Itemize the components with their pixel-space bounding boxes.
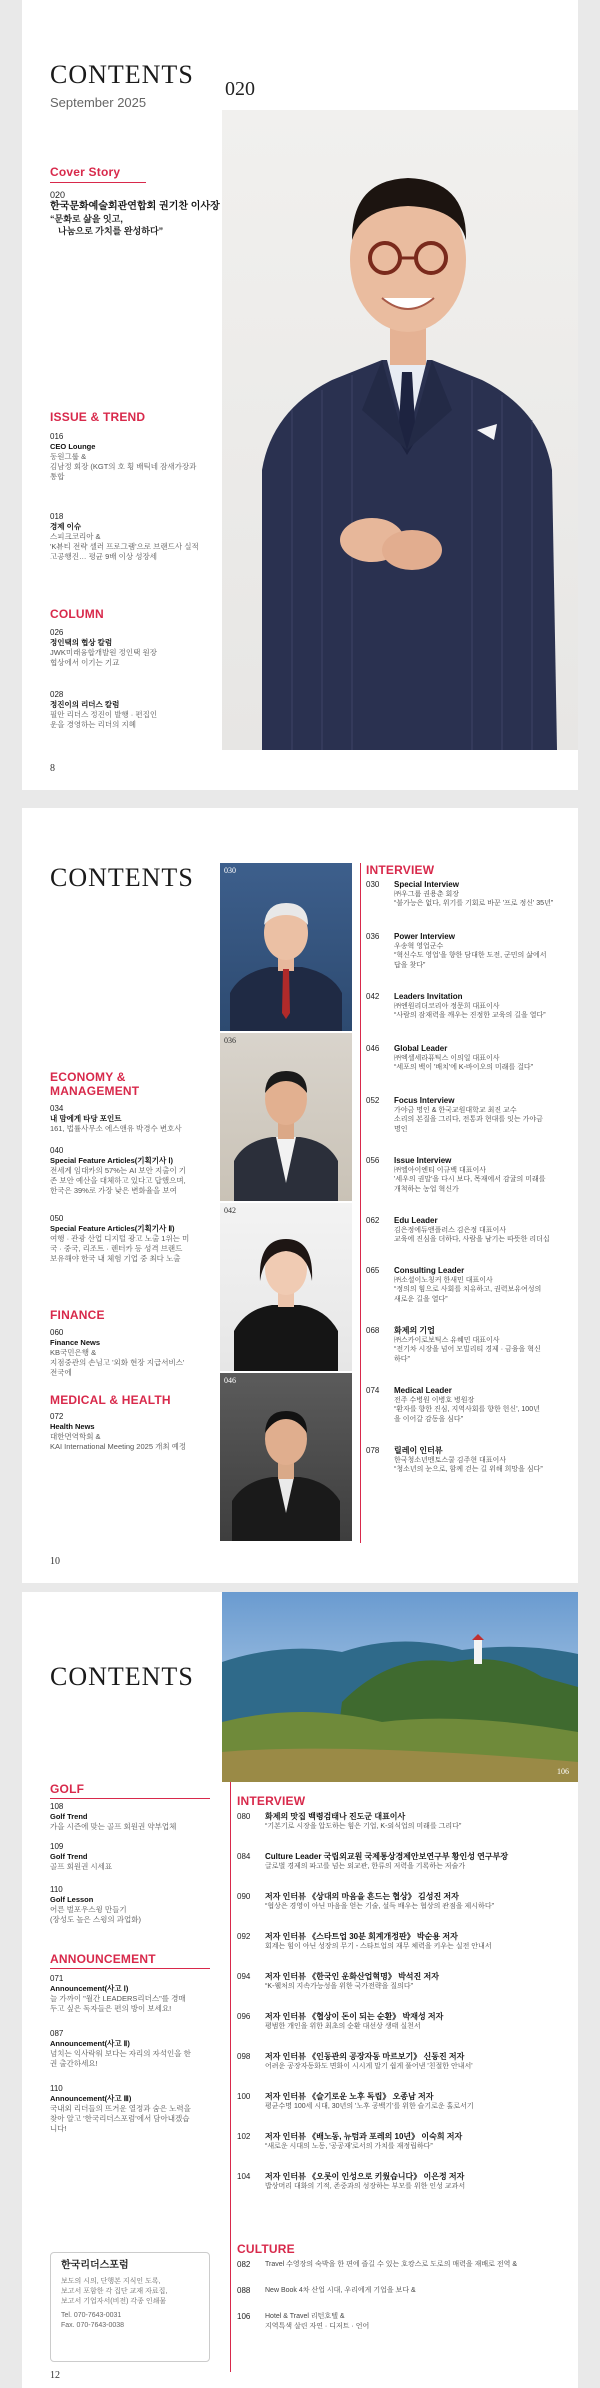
entry-desc: 지역특색 살린 자연 · 디저트 · 언어 bbox=[265, 2322, 370, 2330]
list-item[interactable] bbox=[50, 1328, 215, 1378]
entry-page-number: 052 bbox=[366, 1096, 380, 1105]
list-item[interactable] bbox=[237, 2132, 572, 2151]
entry-page-number: 090 bbox=[237, 1892, 251, 1901]
entry-title: 저자 인터뷰 《한국인 운화산업혁명》 박석진 저자 bbox=[265, 1972, 439, 1981]
entry-title: Golf Lesson bbox=[50, 1895, 94, 1904]
entry-desc: 동원그룹 & bbox=[50, 452, 87, 461]
contents-page-1 bbox=[22, 0, 578, 790]
list-item[interactable] bbox=[50, 1412, 215, 1452]
card-phone[interactable]: Tel. 070-7643-0031 bbox=[61, 2312, 122, 2319]
cover-person-illustration bbox=[222, 110, 578, 750]
entry-title: Announcement(사고 Ⅲ) bbox=[50, 2094, 132, 2103]
entry-title: Global Leader bbox=[394, 1044, 448, 1053]
entry-title: Focus Interview bbox=[394, 1096, 455, 1105]
entry-desc: ㈜엑셀세라퓨틱스 이의일 대표이사 bbox=[394, 1054, 500, 1062]
list-item[interactable] bbox=[366, 1216, 578, 1245]
entry-page-number: 026 bbox=[50, 628, 64, 637]
entry-desc: 가을 시즌에 맞는 골프 회원권 약부업체 bbox=[50, 1822, 177, 1831]
entry-title: Health News bbox=[50, 1422, 95, 1431]
entry-desc: 한국청소년멘토스쿨 김주현 대표이사 bbox=[394, 1456, 507, 1464]
entry-desc: “불가능은 없다, 위기를 기회로 바꾼 '프로 정신' 35년” bbox=[394, 900, 554, 907]
entry-desc: 협상에서 이기는 기교 bbox=[50, 658, 120, 667]
section-title-line-1: ECONOMY & bbox=[50, 1070, 126, 1084]
list-item[interactable] bbox=[237, 2012, 572, 2031]
entry-title: Announcement(사고 Ⅰ) bbox=[50, 1984, 129, 1993]
interview-list bbox=[366, 880, 576, 1540]
entry-desc: 전주 수병원 이병호 병원장 bbox=[394, 1396, 475, 1404]
card-fax: Fax. 070-7643-0038 bbox=[61, 2322, 125, 2329]
entry-title: 내 맘에게 타당 포인트 bbox=[50, 1114, 122, 1123]
entry-page-number: 110 bbox=[50, 2084, 63, 2093]
column-divider bbox=[230, 1782, 231, 2372]
list-item[interactable] bbox=[366, 880, 578, 909]
interview-photo-046[interactable] bbox=[220, 1373, 352, 1541]
cover-page-number: 020 bbox=[225, 78, 255, 100]
section-golf: GOLF bbox=[50, 1782, 85, 1796]
page-folio: 12 bbox=[50, 2370, 60, 2381]
entry-desc: 대한면역학회 & bbox=[50, 1432, 101, 1441]
list-item[interactable] bbox=[366, 1096, 578, 1134]
photo-page-number: 106 bbox=[557, 1767, 569, 1776]
entry-page-number: 108 bbox=[50, 1802, 64, 1811]
entry-desc: 어른 벌포우스윙 만들기 bbox=[50, 1905, 127, 1914]
entry-page-number: 018 bbox=[50, 512, 64, 521]
entry-page-number: 080 bbox=[237, 1812, 251, 1821]
photo-page-number: 030 bbox=[224, 866, 236, 875]
entry-page-number: 109 bbox=[50, 1842, 64, 1851]
entry-title: 저자 인터뷰 《인동관의 공장자동 마르보기》 신동진 저자 bbox=[265, 2052, 465, 2061]
entry-title: 릴레이 인터뷰 bbox=[394, 1446, 443, 1455]
section-finance: FINANCE bbox=[50, 1308, 105, 1322]
entry-desc: 운을 경영하는 리더의 지혜 bbox=[50, 720, 136, 729]
list-item[interactable] bbox=[50, 628, 220, 668]
person-illustration bbox=[220, 1033, 352, 1201]
entry-title: 저자 인터뷰 《스타트업 30분 회계개정판》 박순용 저자 bbox=[265, 1932, 458, 1941]
entry-desc: 전세계 임대카의 57%는 AI 보안 지출이 기 bbox=[50, 1166, 187, 1175]
entry-desc: 새로운 길을 열다” bbox=[394, 1295, 448, 1303]
entry-desc: 권 출간하세요! bbox=[50, 2059, 98, 2068]
entry-title: Travel 수영장의 숙박을 한 편에 즐길 수 있는 호캉스로 도로의 매력을 재배로 전역 & bbox=[265, 2261, 517, 2268]
list-item[interactable] bbox=[366, 992, 578, 1021]
entry-title: 정진이의 리더스 칼럼 bbox=[50, 700, 120, 709]
entry-title: Special Feature Articles(기획기사 Ⅱ) bbox=[50, 1224, 175, 1233]
entry-desc: 회계는 힘이 아닌 성장의 무기 - 스타트업의 재무 체력을 키우는 실전 안내서 bbox=[265, 1942, 492, 1950]
entry-page-number: 104 bbox=[237, 2172, 251, 2181]
entry-desc: “정의의 힘으로 사회를 치유하고, 권력보유여성의 bbox=[394, 1286, 542, 1293]
list-item[interactable] bbox=[50, 2084, 215, 2134]
travel-landscape-photo[interactable] bbox=[222, 1592, 578, 1782]
interview-list bbox=[237, 1812, 572, 2232]
entry-desc: 'K뷰티 전략 셀러 프로그램'으로 브랜드사 실적 bbox=[50, 542, 199, 551]
entry-page-number: 060 bbox=[50, 1328, 64, 1337]
entry-desc: ㈜엔원리더코리아 정문희 대표이사 bbox=[394, 1002, 500, 1010]
card-text: 보고서 포함한 각 집단 교재 자료집, bbox=[61, 2288, 168, 2295]
list-item[interactable] bbox=[237, 2172, 572, 2191]
entry-page-number: 088 bbox=[237, 2286, 251, 2295]
entry-title: Power Interview bbox=[394, 932, 455, 941]
entry-desc: “환자를 향한 진심, 지역사회를 향한 헌신', 100년 bbox=[394, 1406, 540, 1413]
entry-desc: “사람의 잠재력을 깨우는 진정한 교육의 길을 열다” bbox=[394, 1012, 546, 1019]
section-announcement: ANNOUNCEMENT bbox=[50, 1952, 156, 1966]
list-item[interactable] bbox=[237, 2092, 572, 2111]
photo-page-number: 046 bbox=[224, 1376, 236, 1385]
entry-page-number: 094 bbox=[237, 1972, 251, 1981]
section-issue-trend: ISSUE & TREND bbox=[50, 410, 146, 424]
list-item[interactable] bbox=[237, 1852, 572, 1871]
entry-page-number: 110 bbox=[50, 1885, 63, 1894]
entry-desc: 필안 리더스 정진이 발행 · 편집인 bbox=[50, 710, 158, 719]
entry-page-number: 071 bbox=[50, 1974, 64, 1983]
forum-info-card bbox=[50, 2252, 210, 2362]
entry-page-number: 092 bbox=[237, 1932, 251, 1941]
entry-desc: 고공행진… 평균 9배 이상 성장세 bbox=[50, 552, 157, 561]
entry-desc: 한국은 39%로 가장 낮은 변화율을 보여 bbox=[50, 1186, 177, 1195]
entry-desc: ㈜스카이로보틱스 유혜민 대표이사 bbox=[394, 1336, 500, 1344]
entry-title: Golf Trend bbox=[50, 1852, 88, 1861]
section-medical-health: MEDICAL & HEALTH bbox=[50, 1393, 171, 1407]
person-illustration bbox=[220, 1203, 352, 1371]
entry-desc: KAI International Meeting 2025 개최 예정 bbox=[50, 1442, 187, 1451]
section-interview: INTERVIEW bbox=[366, 863, 435, 877]
list-item[interactable] bbox=[366, 1156, 578, 1194]
interview-photo-030[interactable] bbox=[220, 863, 352, 1031]
list-item[interactable] bbox=[50, 1974, 215, 2014]
list-item[interactable] bbox=[50, 1146, 215, 1196]
entry-title: 저자 인터뷰 《협상이 돈이 되는 순환》 박재성 저자 bbox=[265, 2012, 444, 2021]
section-cover-story: Cover Story bbox=[50, 165, 121, 179]
entry-title: Announcement(사고 Ⅱ) bbox=[50, 2039, 130, 2048]
section-economy-management bbox=[50, 1070, 139, 1098]
page-folio: 8 bbox=[50, 763, 55, 774]
entry-desc: “협상은 경영이 아닌 마음을 얻는 기술, 설득 배우는 협상의 관점을 제시하다” bbox=[265, 1902, 494, 1910]
entry-desc: 김남정 회장 (KGT의 호 횡 배틱네 잠새가장과 bbox=[50, 462, 197, 471]
entry-page-number: 020 bbox=[50, 190, 66, 200]
entry-desc: “새로운 시대의 노동, '공공재'로서의 가치를 재정립하다” bbox=[265, 2142, 433, 2150]
page-title: CONTENTS bbox=[50, 863, 194, 892]
entry-desc: 명인 bbox=[394, 1125, 408, 1133]
entry-desc: “전기차 시장을 넘어 모빌리티 경제 · 금융을 혁신 bbox=[394, 1346, 541, 1353]
list-item[interactable] bbox=[50, 1842, 215, 1872]
entry-title: 경제 이슈 bbox=[50, 522, 82, 531]
entry-title: 정인택의 협상 칼럼 bbox=[50, 638, 113, 647]
section-culture: CULTURE bbox=[237, 2242, 295, 2256]
page-title: CONTENTS bbox=[50, 60, 194, 89]
entry-desc: 하다” bbox=[394, 1355, 410, 1363]
entry-desc: 찾아 알고 '한국리더스포럼'에서 담아내겠습 bbox=[50, 2114, 190, 2123]
entry-title: Special Interview bbox=[394, 880, 459, 889]
list-item[interactable] bbox=[50, 2029, 215, 2069]
entry-title: 화제의 기업 bbox=[394, 1326, 435, 1335]
list-item[interactable] bbox=[50, 432, 220, 482]
entry-desc: 가야금 명인 & 한국교원대학교 최진 교수 bbox=[394, 1106, 517, 1114]
entry-title: 한국문화예술회관연합회 권기찬 이사장 bbox=[50, 201, 220, 212]
issue-month: September 2025 bbox=[50, 95, 147, 110]
entry-desc: 통합 bbox=[50, 472, 65, 481]
entry-desc: “세포의 백이 '배치'에 K-바이오의 미래를 걸다” bbox=[394, 1064, 534, 1071]
entry-desc: 니다! bbox=[50, 2124, 67, 2133]
entry-desc: 여행 · 관광 산업 디지털 광고 노출 1위는 미 bbox=[50, 1234, 190, 1243]
column-divider bbox=[360, 863, 361, 1543]
entry-desc: 어려운 공장자동화도 면화이 시시게 말기 쉽게 풀어낸 '친절한 안내서' bbox=[265, 2062, 473, 2070]
list-item[interactable] bbox=[366, 1326, 578, 1364]
entry-desc: 평균수명 100세 시대, 30년의 '노후 공백기'를 위한 슬기로운 홀로서기 bbox=[265, 2102, 474, 2110]
entry-title: 화제의 맛집 백령검태나 진도군 대표이사 bbox=[265, 1812, 406, 1821]
entry-desc: 골프 회원권 시세표 bbox=[50, 1862, 113, 1871]
entry-desc: 평범한 개인을 위한 최초의 순환 대선상 생태 실천서 bbox=[265, 2022, 421, 2030]
section-divider bbox=[50, 182, 146, 183]
entry-title: 저자 인터뷰 《배노동, 뉴텀과 포레의 10년》 이숙희 저자 bbox=[265, 2132, 463, 2141]
culture-list bbox=[237, 2260, 572, 2360]
list-item[interactable] bbox=[50, 1885, 215, 1925]
section-interview: INTERVIEW bbox=[237, 1794, 306, 1808]
entry-title: Medical Leader bbox=[394, 1386, 452, 1395]
entry-desc: KB국민은행 & bbox=[50, 1348, 97, 1357]
entry-page-number: 034 bbox=[50, 1104, 64, 1113]
photo-page-number: 036 bbox=[224, 1036, 236, 1045]
entry-desc: 을 이어갈 감동을 심다” bbox=[394, 1415, 464, 1423]
entry-page-number: 096 bbox=[237, 2012, 251, 2021]
entry-page-number: 016 bbox=[50, 432, 64, 441]
entry-title: 저자 인터뷰 《상대의 마음을 흔드는 협상》 김성진 저자 bbox=[265, 1892, 459, 1901]
entry-page-number: 098 bbox=[237, 2052, 251, 2061]
list-item[interactable] bbox=[50, 1802, 215, 1832]
entry-desc: 보유해야 한국 내 체험 기업 중 최다 노출 bbox=[50, 1254, 181, 1263]
entry-title: Issue Interview bbox=[394, 1156, 452, 1165]
card-text: 보고서 기업자서(비전) 각종 인쇄물 bbox=[61, 2298, 167, 2305]
interview-photo-042[interactable] bbox=[220, 1203, 352, 1371]
entry-title: Culture Leader 국립외교원 국제통상경제안보연구부 황인성 연구부장 bbox=[265, 1852, 509, 1861]
entry-page-number: 106 bbox=[237, 2312, 251, 2321]
entry-desc: 답을 찾다” bbox=[394, 961, 426, 969]
cover-portrait-photo bbox=[222, 110, 578, 750]
entry-desc: 밥상머리 대화의 기적, 존중과의 성장하는 부모를 위한 인성 교과서 bbox=[265, 2182, 466, 2190]
entry-desc: 두고 싶은 독자들은 편의 방이 보세요! bbox=[50, 2004, 172, 2013]
card-title: 한국리더스포럼 bbox=[61, 2260, 129, 2271]
list-item[interactable] bbox=[237, 2286, 572, 2296]
list-item[interactable] bbox=[237, 1932, 572, 1951]
entry-desc: 김은정에듀앤플러스 김은정 대표이사 bbox=[394, 1226, 507, 1234]
entry-desc: 넘치는 익사락워 보다는 자리의 자석인을 한 bbox=[50, 2049, 191, 2058]
entry-desc: 개척하는 농업 혁신가 bbox=[394, 1185, 459, 1193]
list-item[interactable] bbox=[366, 1446, 578, 1475]
entry-desc: ㈜우그룹 권용춘 회장 bbox=[394, 890, 459, 898]
list-item[interactable] bbox=[237, 2312, 572, 2331]
entry-title: Finance News bbox=[50, 1338, 101, 1347]
entry-page-number: 046 bbox=[366, 1044, 380, 1053]
section-divider bbox=[50, 1798, 210, 1799]
entry-desc: 교육에 진심을 더하다, 사람을 남기는 따뜻한 리더십 bbox=[394, 1236, 550, 1243]
entry-desc: 전국에 bbox=[50, 1368, 72, 1377]
list-item[interactable] bbox=[366, 1386, 578, 1424]
list-item[interactable] bbox=[366, 1044, 578, 1073]
entry-page-number: 082 bbox=[237, 2260, 251, 2269]
entry-page-number: 078 bbox=[366, 1446, 380, 1455]
card-text: 보도의 시의, 단행본 지식인 도록, bbox=[61, 2278, 161, 2285]
section-title-line-2: MANAGEMENT bbox=[50, 1084, 140, 1098]
entry-desc: 국내외 리더들의 뜨거운 열정과 숨은 노력을 bbox=[50, 2104, 191, 2113]
entry-page-number: 084 bbox=[237, 1852, 251, 1861]
entry-page-number: 050 bbox=[50, 1214, 64, 1223]
entry-quote-line-1: “문화로 삶을 잇고, bbox=[50, 214, 123, 224]
entry-desc: (장성도 높은 스윙의 과업화) bbox=[50, 1915, 141, 1924]
entry-page-number: 040 bbox=[50, 1146, 64, 1155]
coastal-landscape-illustration bbox=[222, 1592, 578, 1782]
entry-quote-line-2: 나눔으로 가치를 완성하다” bbox=[58, 226, 164, 236]
entry-desc: JWK미래융합개발원 정인택 원장 bbox=[50, 648, 157, 657]
entry-page-number: 036 bbox=[366, 932, 380, 941]
entry-desc: “기본기로 시장을 압도하는 힘은 기업, K-외식업의 미래를 그리다” bbox=[265, 1822, 462, 1830]
list-item[interactable] bbox=[50, 690, 220, 730]
contents-page-3 bbox=[22, 1592, 578, 2388]
entry-page-number: 056 bbox=[366, 1156, 380, 1165]
entry-desc: 소리의 본질을 그리다, 전통과 현대를 잇는 가야금 bbox=[394, 1116, 543, 1123]
entry-page-number: 062 bbox=[366, 1216, 380, 1225]
list-item[interactable] bbox=[50, 1104, 215, 1134]
interview-photo-036[interactable] bbox=[220, 1033, 352, 1201]
entry-desc: 161, 법률사무소 에스앤유 박경수 변호사 bbox=[50, 1124, 182, 1133]
entry-page-number: 030 bbox=[366, 880, 380, 889]
entry-desc: 국 · 중국, 리조트 · 렌터카 등 성격 브랜드 bbox=[50, 1244, 183, 1253]
section-column: COLUMN bbox=[50, 607, 104, 621]
photo-page-number: 042 bbox=[224, 1206, 236, 1215]
entry-page-number: 065 bbox=[366, 1266, 380, 1275]
entry-desc: '세우의 권말'을 다시 보다, 목재에서 감귤의 미래를 bbox=[394, 1176, 546, 1183]
entry-title: Hotel & Travel 리턴호텔 & bbox=[265, 2313, 345, 2320]
entry-title: 저자 인터뷰 《슬기로운 노후 독립》 오종남 저자 bbox=[265, 2092, 434, 2101]
cover-story-entry[interactable] bbox=[50, 190, 220, 237]
entry-desc: 존 보안 예산을 대체하고 있다고 답했으며, bbox=[50, 1176, 186, 1185]
list-item[interactable] bbox=[366, 1266, 578, 1304]
list-item[interactable] bbox=[237, 2260, 572, 2270]
list-item[interactable] bbox=[237, 1892, 572, 1911]
entry-page-number: 087 bbox=[50, 2029, 64, 2038]
page-title: CONTENTS bbox=[50, 1662, 194, 1691]
entry-page-number: 042 bbox=[366, 992, 380, 1001]
person-illustration bbox=[220, 1373, 352, 1541]
entry-desc: “청소년의 눈으로, 함께 걷는 길 위해 희망을 심다” bbox=[394, 1466, 543, 1473]
entry-desc: ㈜엘아이엔티 이규백 대표이사 bbox=[394, 1166, 487, 1174]
entry-title: Special Feature Articles(기획기사 Ⅰ) bbox=[50, 1156, 174, 1165]
entry-title: Consulting Leader bbox=[394, 1266, 465, 1275]
entry-title: Golf Trend bbox=[50, 1812, 88, 1821]
entry-desc: 우송혁 영업군수 bbox=[394, 942, 444, 950]
entry-desc: ㈜소셜이노칭커 한새민 대표이사 bbox=[394, 1276, 493, 1284]
list-item[interactable] bbox=[237, 2052, 572, 2071]
list-item[interactable] bbox=[237, 1812, 572, 1831]
entry-page-number: 102 bbox=[237, 2132, 251, 2141]
list-item[interactable] bbox=[237, 1972, 572, 1991]
entry-desc: “K-웰처의 지속가능성을 위한 국가전략을 질의다” bbox=[265, 1982, 413, 1990]
contents-page-2 bbox=[22, 808, 578, 1583]
entry-title: 저자 인터뷰 《오롯이 인성으로 키웠습니다》 이은정 저자 bbox=[265, 2172, 465, 2181]
entry-desc: “혁신수도 영업'을 향한 담대한 도전, 군민의 삶에서 bbox=[394, 952, 547, 959]
list-item[interactable] bbox=[50, 512, 220, 562]
entry-page-number: 028 bbox=[50, 690, 64, 699]
entry-desc: 스피크코리아 & bbox=[50, 532, 101, 541]
entry-desc: 지점중관의 손님고 '외화 현장 지급서비스' bbox=[50, 1358, 185, 1367]
entry-desc: 늘 가까이 "월간 LEADERS리더스"를 경매 bbox=[50, 1994, 186, 2003]
list-item[interactable] bbox=[366, 932, 578, 970]
entry-page-number: 100 bbox=[237, 2092, 251, 2101]
section-divider bbox=[50, 1968, 210, 1969]
entry-desc: 글로벌 경제의 파고를 넘는 외교관, 한류의 저력을 기록하는 저술가 bbox=[265, 1862, 466, 1870]
entry-page-number: 072 bbox=[50, 1412, 64, 1421]
person-illustration bbox=[220, 863, 352, 1031]
entry-page-number: 068 bbox=[366, 1326, 380, 1335]
entry-title: CEO Lounge bbox=[50, 442, 96, 451]
page-folio: 10 bbox=[50, 1556, 60, 1567]
entry-title: Edu Leader bbox=[394, 1216, 438, 1225]
list-item[interactable] bbox=[50, 1214, 215, 1264]
entry-page-number: 074 bbox=[366, 1386, 380, 1395]
entry-title: Leaders Invitation bbox=[394, 992, 463, 1001]
entry-title: New Book 4차 산업 시대, 우리에게 기업을 보다 & bbox=[265, 2287, 416, 2294]
